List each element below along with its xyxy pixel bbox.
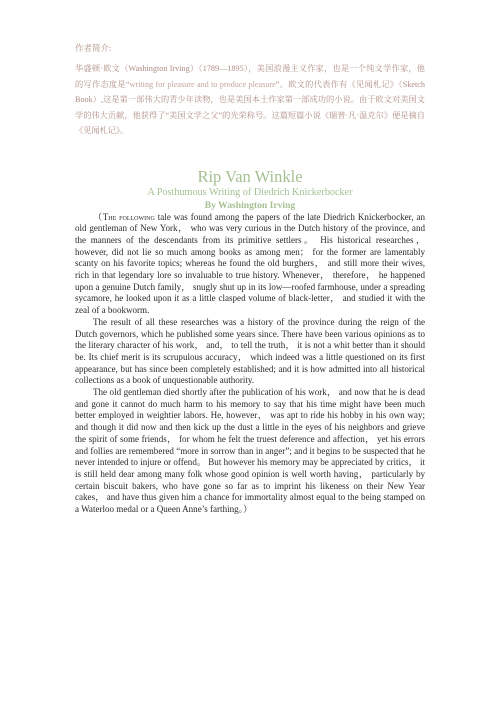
title-block bbox=[75, 167, 425, 212]
story-author: By Washington Irving bbox=[204, 199, 296, 211]
small-caps-opening: The following bbox=[102, 211, 155, 222]
open-paren: （ bbox=[93, 211, 103, 222]
intro-label: 作者简介: bbox=[75, 43, 112, 53]
body-paragraph-1-text: tale was found among the papers of the late Diedrich Knickerbocker, an old gentleman of New York， who was very curious in the Dutch history of the province, and the manners of the descendants from its primitive settlers。 His historical researches， however, did not lie so much among books as among men； for the former are lamentably scanty on his favorite topics; whereas he found the old burghers， and still more their wives, rich in that legendary lore so invaluable to true history. Whenever， therefore， he happened upon a genuine Dutch family， snugly shut up in its low—roofed farmhouse, under a spreading sycamore, he looked upon it as a little clasped volume of black-letter， and studied it with the zeal of a bookworm. bbox=[75, 211, 426, 316]
story-body bbox=[75, 212, 425, 516]
intro-text-part1: 华盛顿·欧文（Washington Irving）（1789—1895），美国浪漫主义作家，也是一个纯文学作家，他的写作态度是“ bbox=[75, 64, 425, 89]
author-intro-paragraph bbox=[75, 61, 425, 139]
body-paragraph-1 bbox=[75, 212, 425, 317]
story-subtitle: A Posthumous Writing of Diedrich Knickerbocker bbox=[147, 186, 353, 198]
intro-quote-en: writing for pleasure and to produce pleasure bbox=[129, 79, 276, 89]
body-paragraph-3: The old gentleman died shortly after the publication of his work， and now that he is dead and gone it cannot do much harm to his memory to say that his time might have been much better employed in weightier labors. He, however， was apt to ride his hobby in his own way; and though it did now and then kick up the dust a little in the eyes of his neighbors and grieve the spirit of some friends， for whom he felt the truest deference and affection， yet his errors and follies are remembered “more in sorrow than in anger”; and it begins to be suspected that he never intended to injure or offend。 But however his memory may be appreciated by critics， it is still held dear among many folk whose good opinion is well worth having， particularly by certain biscuit bakers, who have gone so far as to imprint his likeness on their New Year cakes， and have thus given him a chance for immortality almost equal to the being stamped on a Waterloo medal or a Queen Anne’s farthing。） bbox=[75, 387, 425, 515]
story-title: Rip Van Winkle bbox=[197, 166, 303, 186]
intro-text-part2: ”。欧文的代表作有《见闻札记》（Sketch Book）,这是第一部伟大的青少年读物，也是美国本土作家第一部成功的小说。由于欧文对美国文学的伟大贡献，他获得了“美国文学之父”的光荣称号。这篇短篇小说《瑞普·凡·温克尔》便是摘自《见闻札记》。 bbox=[75, 79, 425, 135]
body-paragraph-2: The result of all these researches was a history of the province during the reign of the Dutch governors, which he published some years since. There have been various opinions as to the literary character of his work， and， to tell the truth， it is not a whit better than it should be. Its chief merit is its scrupulous accuracy， which indeed was a little questioned on its first appearance, but has since been completely established; and it is how admitted into all historical collections as a book of unquestionable authority. bbox=[75, 316, 425, 386]
document-page bbox=[75, 43, 425, 516]
